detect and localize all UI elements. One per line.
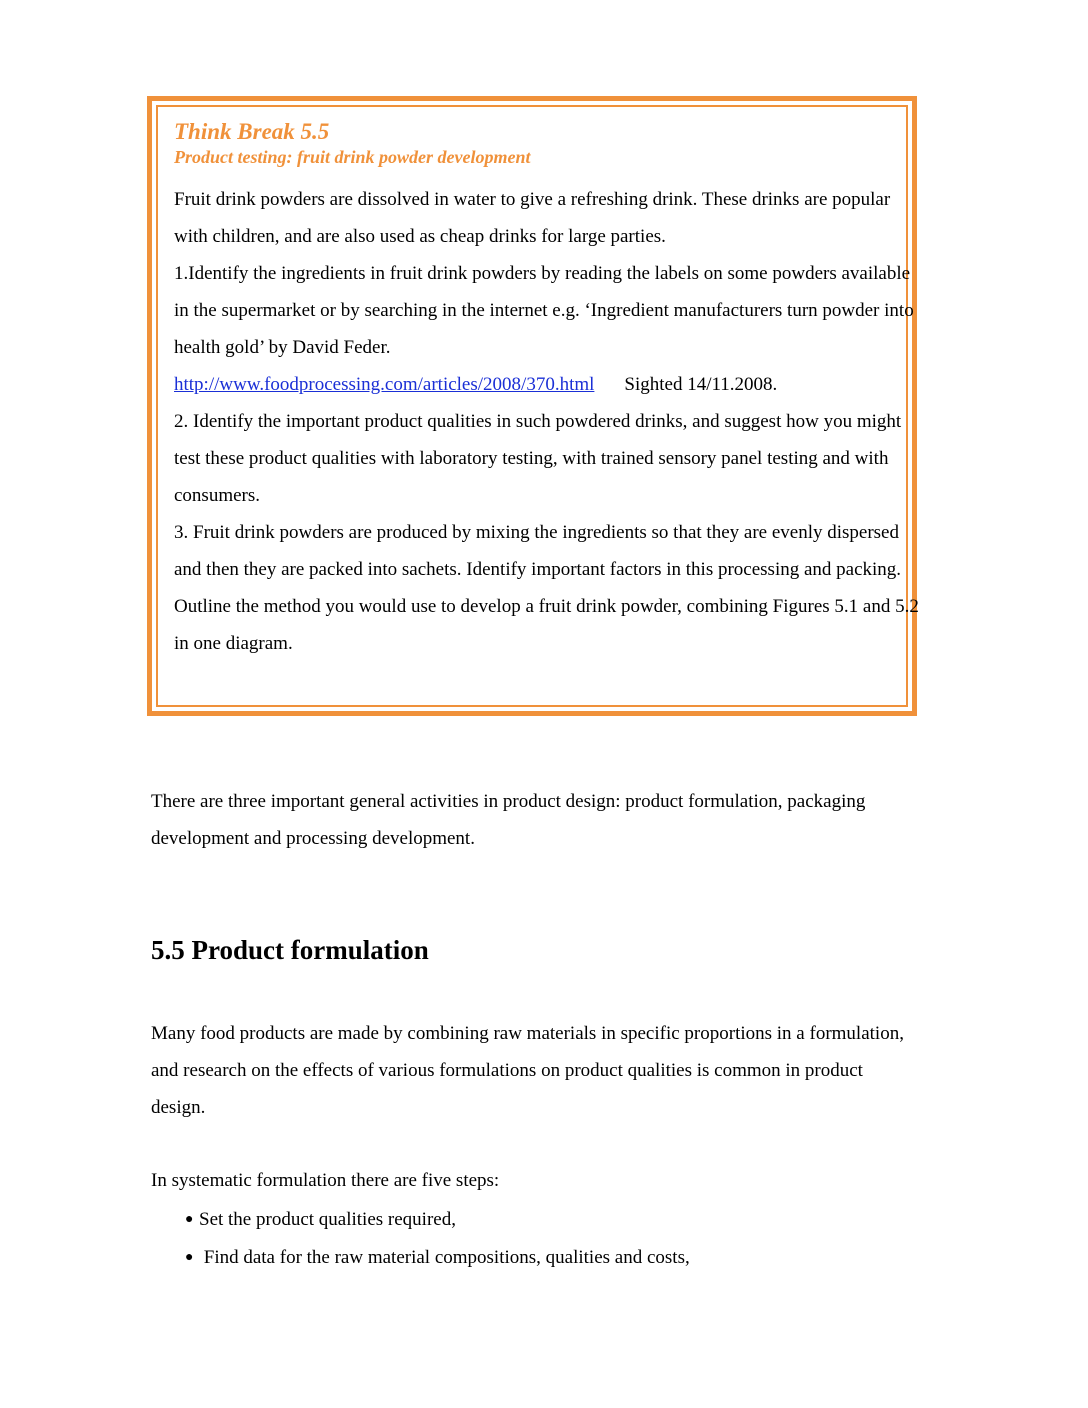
think-break-subtitle: Product testing: fruit drink powder development (174, 147, 531, 167)
article-link[interactable]: http://www.foodprocessing.com/articles/2008/370.html (174, 374, 595, 395)
steps-list (151, 1201, 690, 1277)
think-break-question-1: 1.Identify the ingredients in fruit drink powders by reading the labels on some powders available in the supermarket or by searching in the internet e.g. ‘Ingredient manufacturers turn powder into health gold’ by David Feder. (174, 263, 914, 358)
intro-paragraph: There are three important general activities in product design: product formulation, packaging development and processing development. (151, 791, 866, 849)
think-break-link-line (174, 366, 919, 403)
think-break-question-3: 3. Fruit drink powders are produced by mixing the ingredients so that they are evenly dispersed and then they are packed into sachets. Identify important factors in this processing and packing. (174, 522, 902, 580)
steps-intro: In systematic formulation there are five steps: (151, 1170, 500, 1191)
list-item (151, 1201, 690, 1239)
section-heading: 5.5 Product formulation (151, 935, 429, 965)
formulation-paragraph: Many food products are made by combining raw materials in specific proportions in a formulation, and research on the effects of various formulations on product qualities is common in product design. (151, 1023, 904, 1118)
think-break-outline: Outline the method you would use to develop a fruit drink powder, combining Figures 5.1 and 5.2 in one diagram. (174, 596, 919, 654)
think-break-body (174, 181, 919, 662)
list-item-text: Set the product qualities required, (199, 1209, 456, 1230)
list-item-text: Find data for the raw material compositions, qualities and costs, (199, 1247, 690, 1268)
sighted-date: Sighted 14/11.2008. (624, 374, 778, 395)
list-item (151, 1239, 690, 1277)
think-break-title: Think Break 5.5 (174, 119, 330, 144)
think-break-inner (156, 105, 919, 707)
think-break-intro: Fruit drink powders are dissolved in water to give a refreshing drink. These drinks are popular with children, and are also used as cheap drinks for large parties. (174, 189, 891, 247)
bullet-icon: ● (185, 1212, 194, 1227)
think-break-box (147, 96, 917, 716)
think-break-question-2: 2. Identify the important product qualities in such powdered drinks, and suggest how you might test these product qualities with laboratory testing, with trained sensory panel testing and with consumers. (174, 411, 902, 506)
bullet-icon: ● (185, 1250, 194, 1265)
